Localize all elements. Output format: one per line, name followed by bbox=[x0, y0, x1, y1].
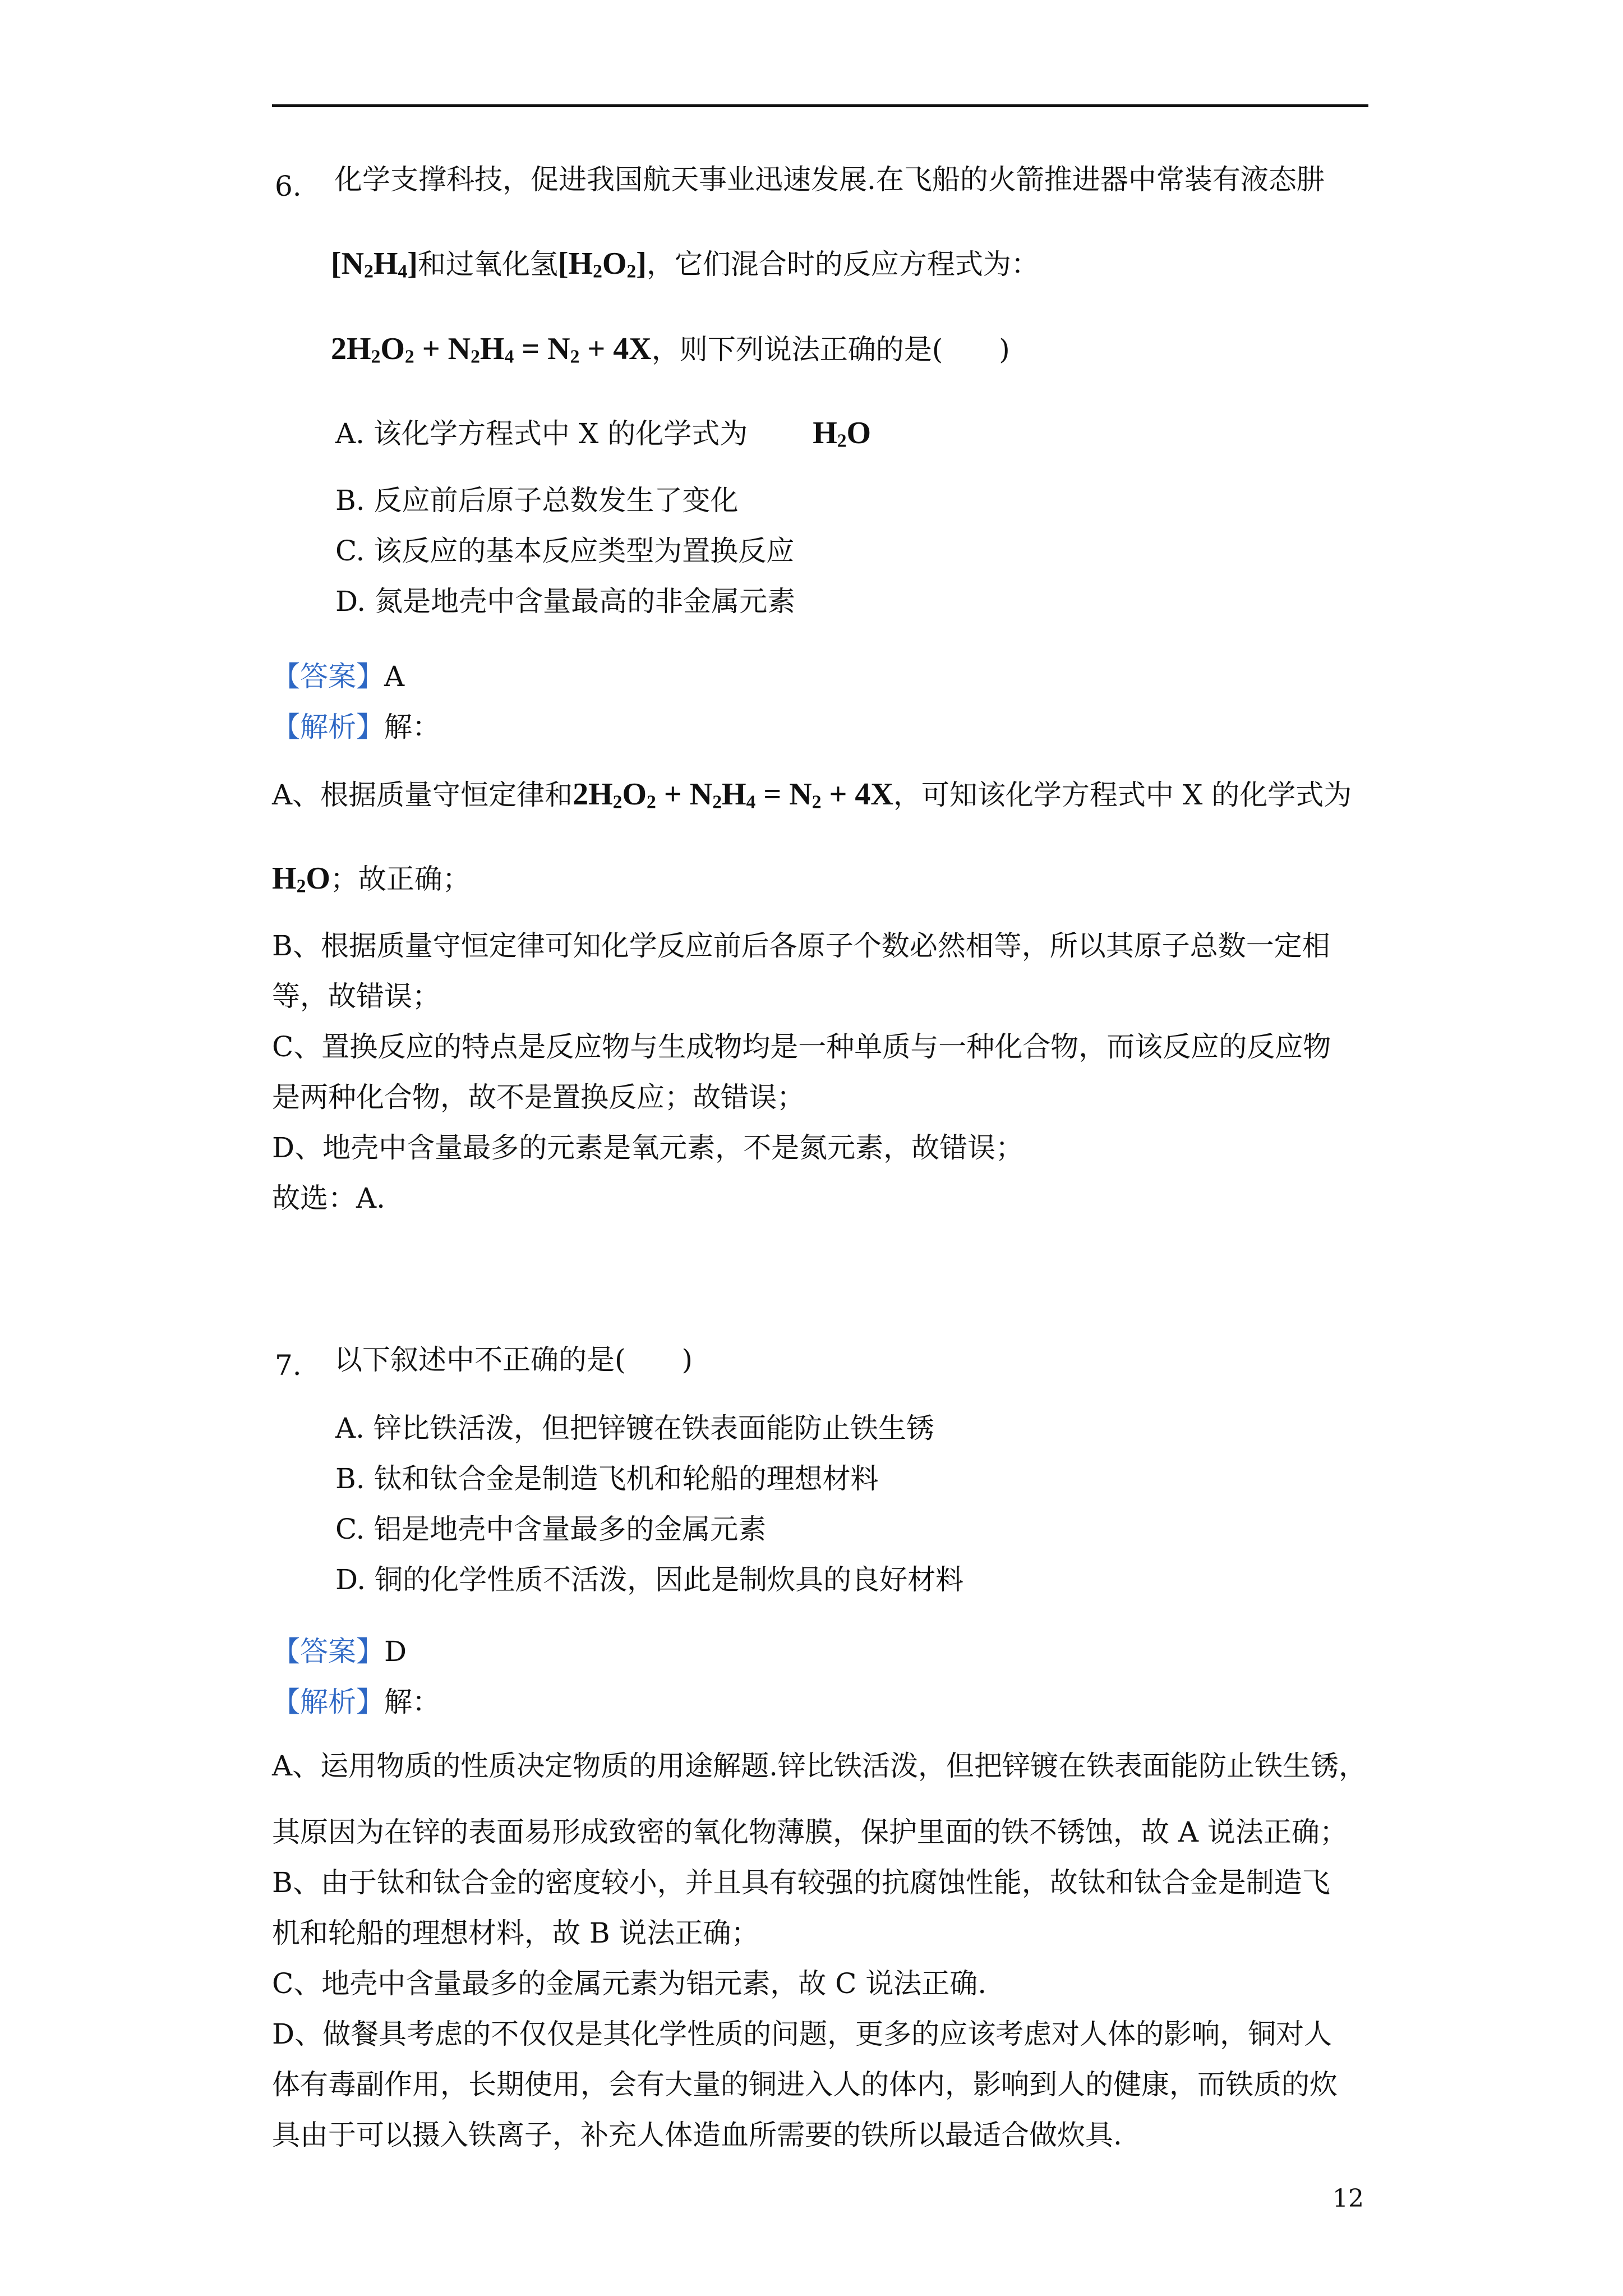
analysis-line: 具由于可以摄入铁离子，补充人体造血所需要的铁所以最适合做炊具. bbox=[272, 2119, 1122, 2151]
q7-option-a: A. 锌比铁活泼，但把锌镀在铁表面能防止铁生锈 bbox=[335, 1412, 934, 1444]
analysis-line: 其原因为在锌的表面易形成致密的氧化物薄膜，保护里面的铁不锈蚀，故 A 说法正确； bbox=[272, 1816, 1348, 1848]
analysis-line: 体有毒副作用，长期使用，会有大量的铜进入人的体内，影响到人的健康，而铁质的炊 bbox=[272, 2068, 1338, 2101]
q6-stem-line2: $[N_2H_4]$和过氧化氢$[H_2O_2]$，它们混合时的反应方程式为： bbox=[331, 246, 1039, 282]
analysis-line: 故选：A. bbox=[272, 1182, 386, 1214]
q6-stem-line3: $2H_2O_2 + N_2H_4 = N_2 + 4X$，则下列说法正确的是( ) bbox=[331, 332, 1010, 367]
formula-h2o: $H_2O$ bbox=[272, 861, 330, 897]
analysis-line: D、地壳中含量最多的元素是氧元素，不是氮元素，故错误； bbox=[272, 1131, 1024, 1164]
q7-option-b: B. 钛和钛合金是制造飞机和轮船的理想材料 bbox=[335, 1462, 879, 1495]
analysis-line: D、做餐具考虑的不仅仅是其化学性质的问题，更多的应该考虑对人体的影响，铜对人 bbox=[272, 2018, 1332, 2050]
q6-answer: 【答案】A bbox=[272, 660, 405, 693]
formula-h2o2: $[H_2O_2]$ bbox=[557, 246, 647, 282]
analysis-line: A、运用物质的性质决定物质的用途解题.锌比铁活泼，但把锌镀在铁表面能防止铁生锈， bbox=[272, 1750, 1367, 1782]
formula-n2h4: $[N_2H_4]$ bbox=[331, 246, 418, 282]
q6-number: 6. bbox=[275, 170, 302, 203]
reaction-equation: $2H_2O_2 + N_2H_4 = N_2 + 4X$ bbox=[573, 777, 893, 813]
q6-option-c: C. 该反应的基本反应类型为置换反应 bbox=[335, 535, 795, 567]
q7-number: 7. bbox=[275, 1349, 302, 1382]
analysis-tag: 【解析】 bbox=[272, 1686, 384, 1718]
q7-option-d: D. 铜的化学性质不活泼，因此是制炊具的良好材料 bbox=[335, 1563, 964, 1596]
q6-option-a: A. 该化学方程式中 X 的化学式为 $H_2O$ bbox=[335, 416, 872, 452]
header-rule bbox=[272, 104, 1368, 107]
reaction-equation: $2H_2O_2 + N_2H_4 = N_2 + 4X$ bbox=[331, 332, 652, 367]
page-number: 12 bbox=[1332, 2184, 1364, 2213]
answer-tag: 【答案】 bbox=[272, 660, 384, 693]
analysis-line: B、根据质量守恒定律可知化学反应前后各原子个数必然相等，所以其原子总数一定相 bbox=[272, 930, 1330, 962]
analysis-line: 是两种化合物，故不是置换反应；故错误； bbox=[272, 1081, 805, 1114]
q6-option-b: B. 反应前后原子总数发生了变化 bbox=[335, 484, 739, 517]
q7-analysis-head: 【解析】解： bbox=[272, 1686, 440, 1718]
q7-answer: 【答案】D bbox=[272, 1635, 407, 1668]
answer-tag: 【答案】 bbox=[272, 1635, 384, 1668]
q6-analysis-head: 【解析】解： bbox=[272, 711, 440, 743]
analysis-tag: 【解析】 bbox=[272, 711, 384, 743]
q7-option-c: C. 铝是地壳中含量最多的金属元素 bbox=[335, 1513, 767, 1545]
q7-stem: 以下叙述中不正确的是( ) bbox=[334, 1343, 693, 1376]
formula-h2o: $H_2O$ bbox=[813, 416, 872, 452]
q6-analysis-a-line2: $H_2O$；故正确； bbox=[272, 861, 471, 897]
q6-option-d: D. 氮是地壳中含量最高的非金属元素 bbox=[335, 585, 796, 618]
analysis-line: C、置换反应的特点是反应物与生成物均是一种单质与一种化合物，而该反应的反应物 bbox=[272, 1030, 1331, 1063]
q6-analysis-a-line1: A、根据质量守恒定律和$2H_2O_2 + N_2H_4 = N_2 + 4X$，可知该化学方程式中 X 的化学式为 bbox=[272, 777, 1352, 813]
analysis-line: C、地壳中含量最多的金属元素为铝元素，故 C 说法正确. bbox=[272, 1967, 987, 2000]
analysis-line: 机和轮船的理想材料，故 B 说法正确； bbox=[272, 1917, 759, 1949]
analysis-line: 等，故错误； bbox=[272, 980, 440, 1013]
q6-stem-line1: 化学支撑科技，促进我国航天事业迅速发展.在飞船的火箭推进器中常装有液态肼 bbox=[334, 163, 1325, 196]
analysis-line: B、由于钛和钛合金的密度较小，并且具有较强的抗腐蚀性能，故钛和钛合金是制造飞 bbox=[272, 1866, 1330, 1899]
